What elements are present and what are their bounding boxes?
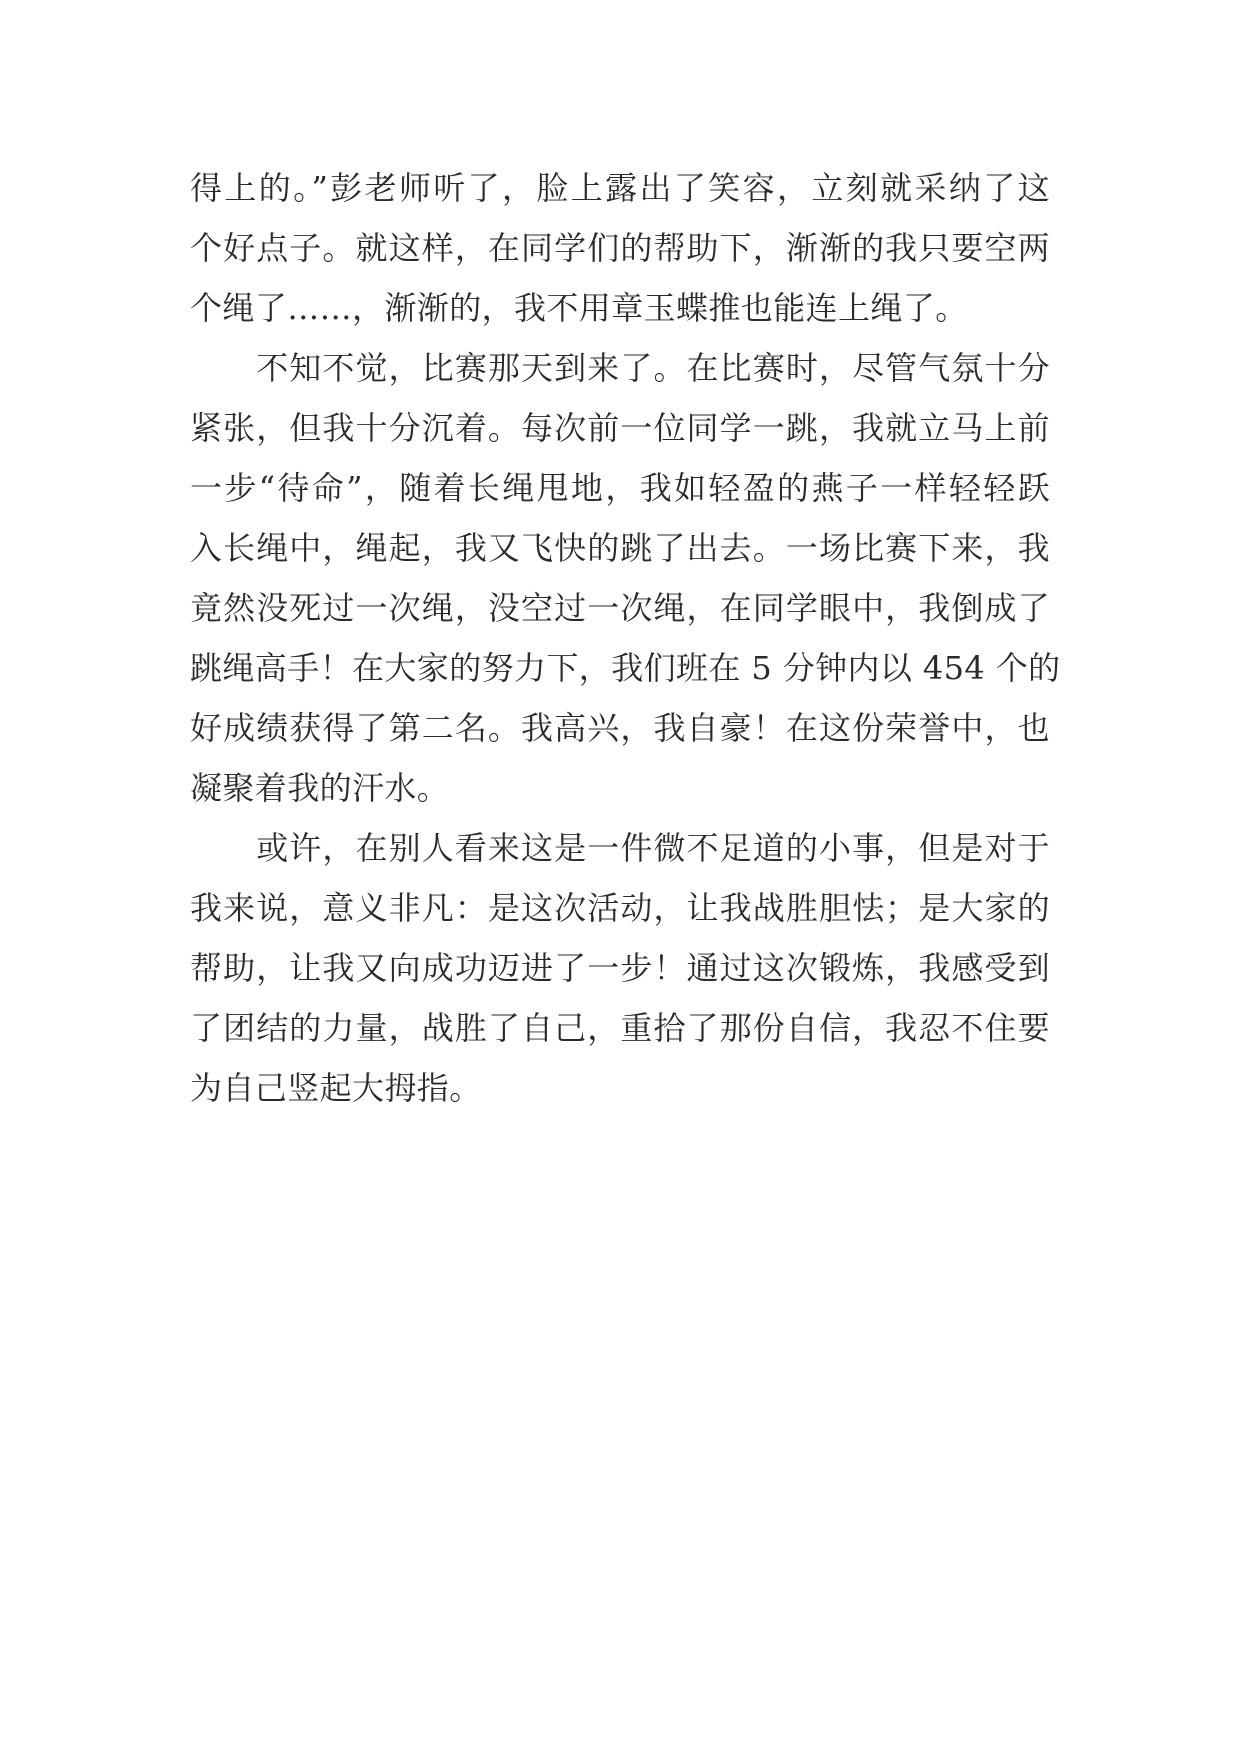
text-line: 个好点子。就这样，在同学们的帮助下，渐渐的我只要空两 <box>190 229 1050 267</box>
text-line: 了团结的力量，战胜了自己，重拾了那份自信，我忍不住要 <box>190 1009 1050 1047</box>
text-line: 不知不觉，比赛那天到来了。在比赛时，尽管气氛十分 <box>190 349 1050 387</box>
text-line: 我来说，意义非凡：是这次活动，让我战胜胆怯；是大家的 <box>190 889 1050 927</box>
text-line: 紧张，但我十分沉着。每次前一位同学一跳，我就立马上前 <box>190 409 1050 447</box>
text-line: 为自己竖起大拇指。 <box>190 1069 482 1107</box>
text-line: 竟然没死过一次绳，没空过一次绳，在同学眼中，我倒成了 <box>190 589 1050 627</box>
text-line: 得上的。”彭老师听了，脸上露出了笑容，立刻就采纳了这 <box>190 169 1050 207</box>
text-line: 个绳了……，渐渐的，我不用章玉蝶推也能连上绳了。 <box>190 289 968 327</box>
text-line: 好成绩获得了第二名。我高兴，我自豪！在这份荣誉中，也 <box>190 709 1050 747</box>
text-line: 一步“待命”，随着长绳甩地，我如轻盈的燕子一样轻轻跃 <box>190 469 1050 507</box>
text-line: 凝聚着我的汗水。 <box>190 769 450 807</box>
text-line: 跳绳高手！在大家的努力下，我们班在 5 分钟内以 454 个的 <box>190 649 1061 687</box>
text-line: 帮助，让我又向成功迈进了一步！通过这次锻炼，我感受到 <box>190 949 1050 987</box>
document-body <box>190 158 1061 1118</box>
text-line: 入长绳中，绳起，我又飞快的跳了出去。一场比赛下来，我 <box>190 529 1050 567</box>
text-line: 或许，在别人看来这是一件微不足道的小事，但是对于 <box>190 829 1050 867</box>
